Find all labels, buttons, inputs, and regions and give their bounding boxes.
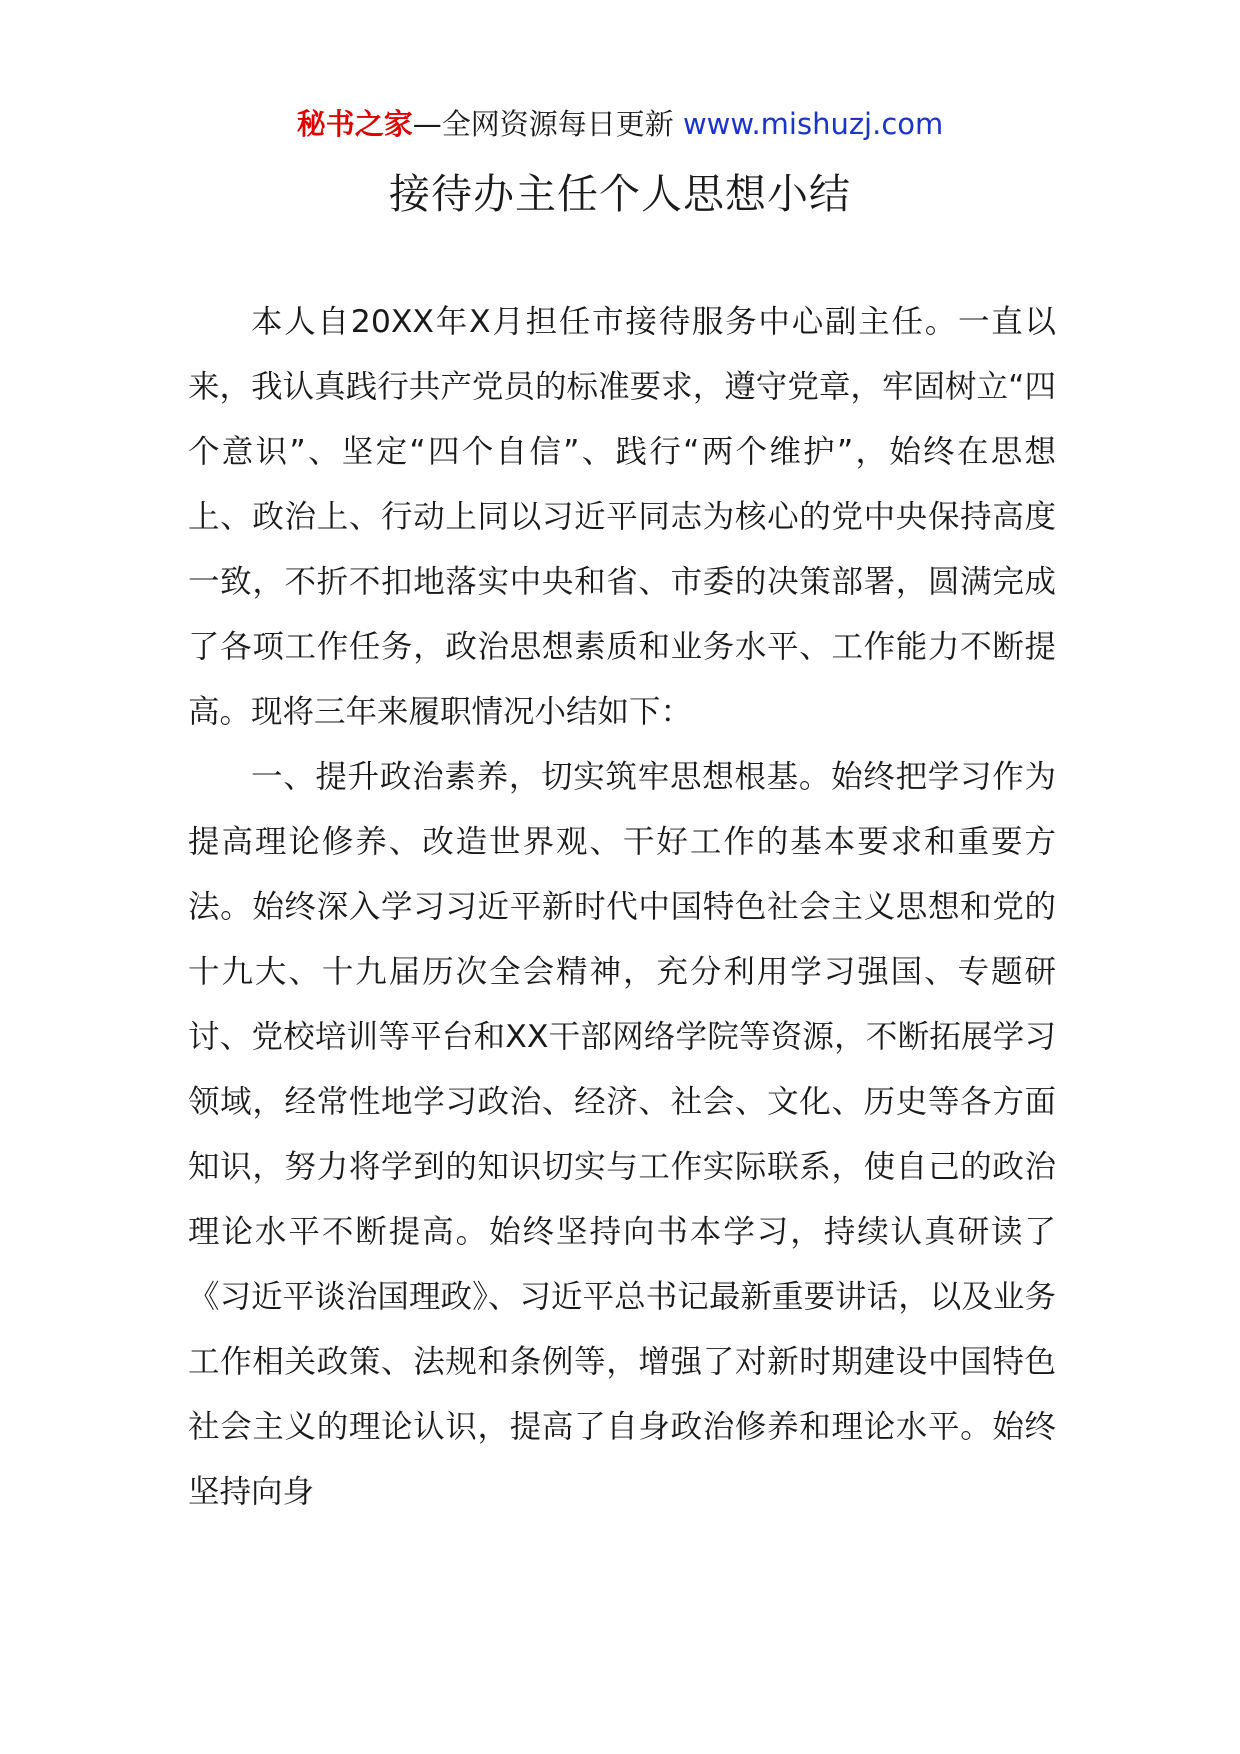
paragraph-lead: 一、提升政治素养，切实筑牢思想根基。 [251, 759, 832, 795]
brand-name: 秘书之家 [296, 107, 413, 141]
banner-url-link[interactable]: www.mishuzj.com [682, 107, 944, 141]
paragraph-section-1 [188, 745, 1056, 1525]
watermark-banner [0, 104, 1240, 144]
paragraph-text: 本人自20XX年X月担任市接待服务中心副主任。一直以来，我认真践行共产党员的标准要求，遵守党章，牢固树立“四个意识”、坚定“四个自信”、践行“两个维护”，始终在思想上、政治上、行动上同以习近平同志为核心的党中央保持高度一致，不折不扣地落实中央和省、市委的决策部署，圆满完成了各项工作任务，政治思想素质和业务水平、工作能力不断提高。现将三年来履职情况小结如下： [188, 304, 1056, 730]
paragraph-text: 始终把学习作为提高理论修养、改造世界观、干好工作的基本要求和重要方法。始终深入学习习近平新时代中国特色社会主义思想和党的十九大、十九届历次全会精神，充分利用学习强国、专题研讨、党校培训等平台和XX干部网络学院等资源，不断拓展学习领域，经常性地学习政治、经济、社会、文化、历史等各方面知识，努力将学到的知识切实与工作实际联系，使自己的政治理论水平不断提高。始终坚持向书本学习，持续认真研读了《习近平谈治国理政》、习近平总书记最新重要讲话，以及业务工作相关政策、法规和条例等，增强了对新时期建设中国特色社会主义的理论认识，提高了自身政治修养和理论水平。始终坚持向身 [188, 759, 1056, 1510]
document-body [188, 290, 1056, 1525]
paragraph-intro [188, 290, 1056, 745]
banner-tagline: —全网资源每日更新 [412, 107, 674, 141]
document-title: 接待办主任个人思想小结 [389, 170, 851, 218]
